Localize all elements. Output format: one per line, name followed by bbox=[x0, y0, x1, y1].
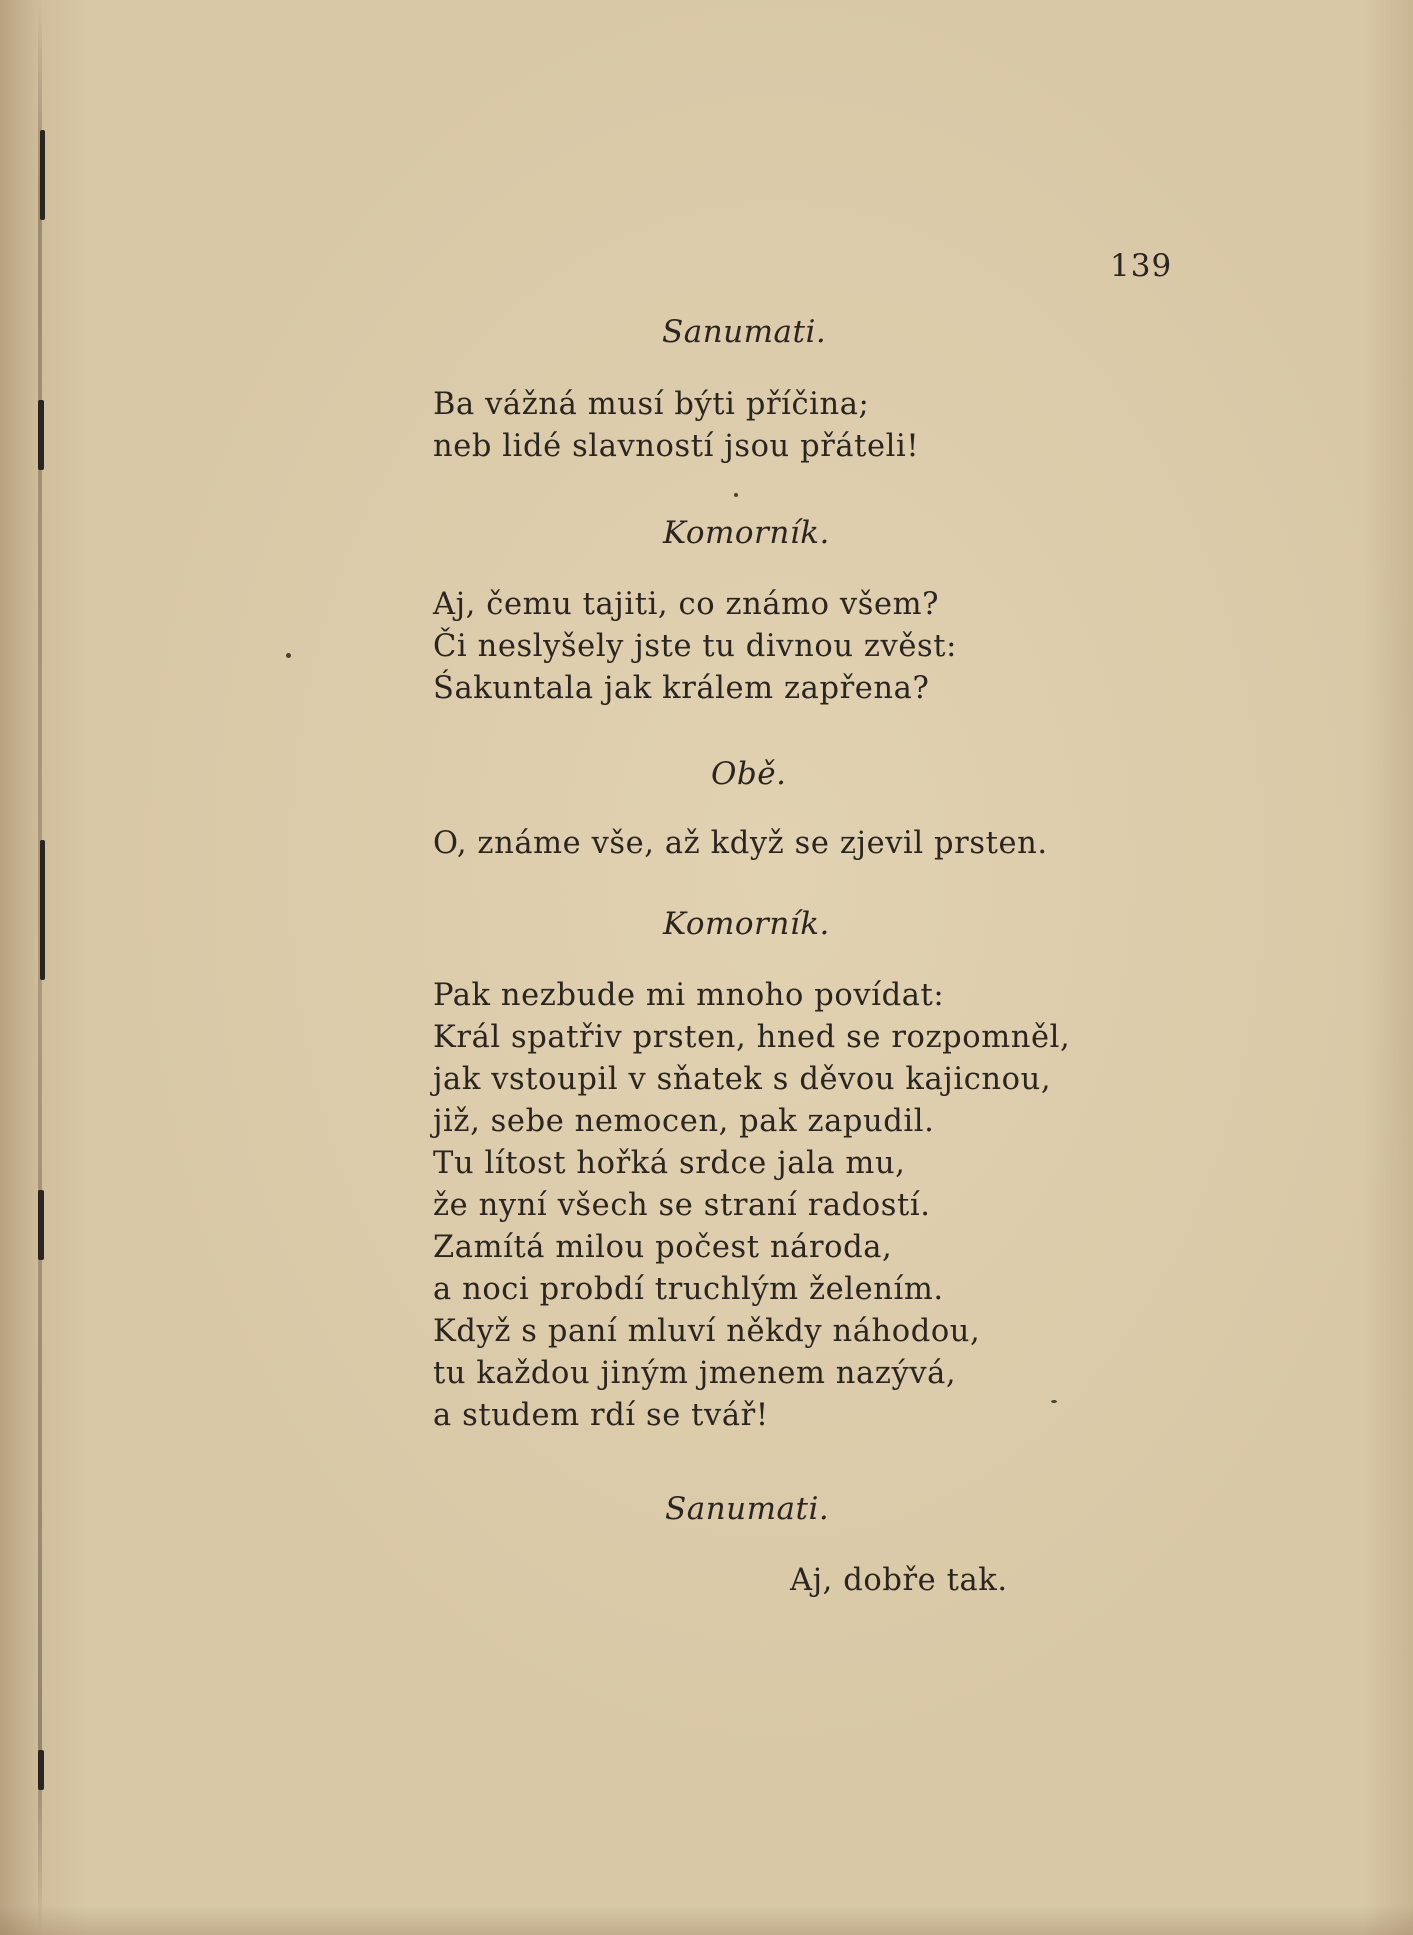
verse-line: Král spatřiv prsten, hned se rozpomněl, bbox=[433, 1020, 1071, 1055]
verse-line: Zamítá milou počest národa, bbox=[433, 1230, 893, 1265]
binding-mark bbox=[40, 130, 45, 220]
verse-block bbox=[433, 823, 1048, 865]
speaker-heading: Obě. bbox=[711, 756, 787, 792]
verse-block bbox=[433, 975, 1070, 1437]
speaker-heading: Komorník. bbox=[663, 515, 830, 551]
verse-line: že nyní všech se straní radostí. bbox=[433, 1188, 931, 1223]
paper-speck bbox=[286, 653, 291, 658]
verse-line: tu každou jiným jmenem nazývá, bbox=[433, 1356, 957, 1391]
page-number: 139 bbox=[1110, 248, 1173, 284]
verse-line: Śakuntala jak králem zapřena? bbox=[433, 671, 930, 706]
binding-mark bbox=[38, 1750, 44, 1790]
verse-line: Aj, dobře tak. bbox=[790, 1563, 1008, 1598]
binding-mark bbox=[38, 400, 44, 470]
binding-mark bbox=[40, 840, 45, 980]
speaker-heading: Sanumati. bbox=[662, 314, 827, 350]
verse-line: neb lidé slavností jsou přáteli! bbox=[433, 429, 920, 464]
speaker-heading: Sanumati. bbox=[665, 1491, 830, 1527]
verse-line: Či neslyšely jste tu divnou zvěst: bbox=[433, 629, 957, 664]
verse-line: O, známe vše, až když se zjevil prsten. bbox=[433, 826, 1048, 861]
verse-block bbox=[790, 1560, 1008, 1602]
verse-line: a studem rdí se tvář! bbox=[433, 1398, 769, 1433]
speaker-heading: Komorník. bbox=[663, 906, 830, 942]
verse-block bbox=[433, 384, 919, 468]
verse-line: Ba vážná musí býti příčina; bbox=[433, 387, 870, 422]
verse-line: a noci probdí truchlým želením. bbox=[433, 1272, 944, 1307]
paper-speck bbox=[734, 493, 738, 497]
verse-line: Pak nezbude mi mnoho povídat: bbox=[433, 978, 945, 1013]
verse-line: Aj, čemu tajiti, co známo všem? bbox=[433, 587, 940, 622]
verse-line: již, sebe nemocen, pak zapudil. bbox=[433, 1104, 935, 1139]
verse-line: Když s paní mluví někdy náhodou, bbox=[433, 1314, 981, 1349]
binding-mark bbox=[38, 1190, 44, 1260]
verse-line: jak vstoupil v sňatek s děvou kajicnou, bbox=[433, 1062, 1052, 1097]
verse-block bbox=[433, 584, 957, 710]
verse-line: Tu lítost hořká srdce jala mu, bbox=[433, 1146, 906, 1181]
